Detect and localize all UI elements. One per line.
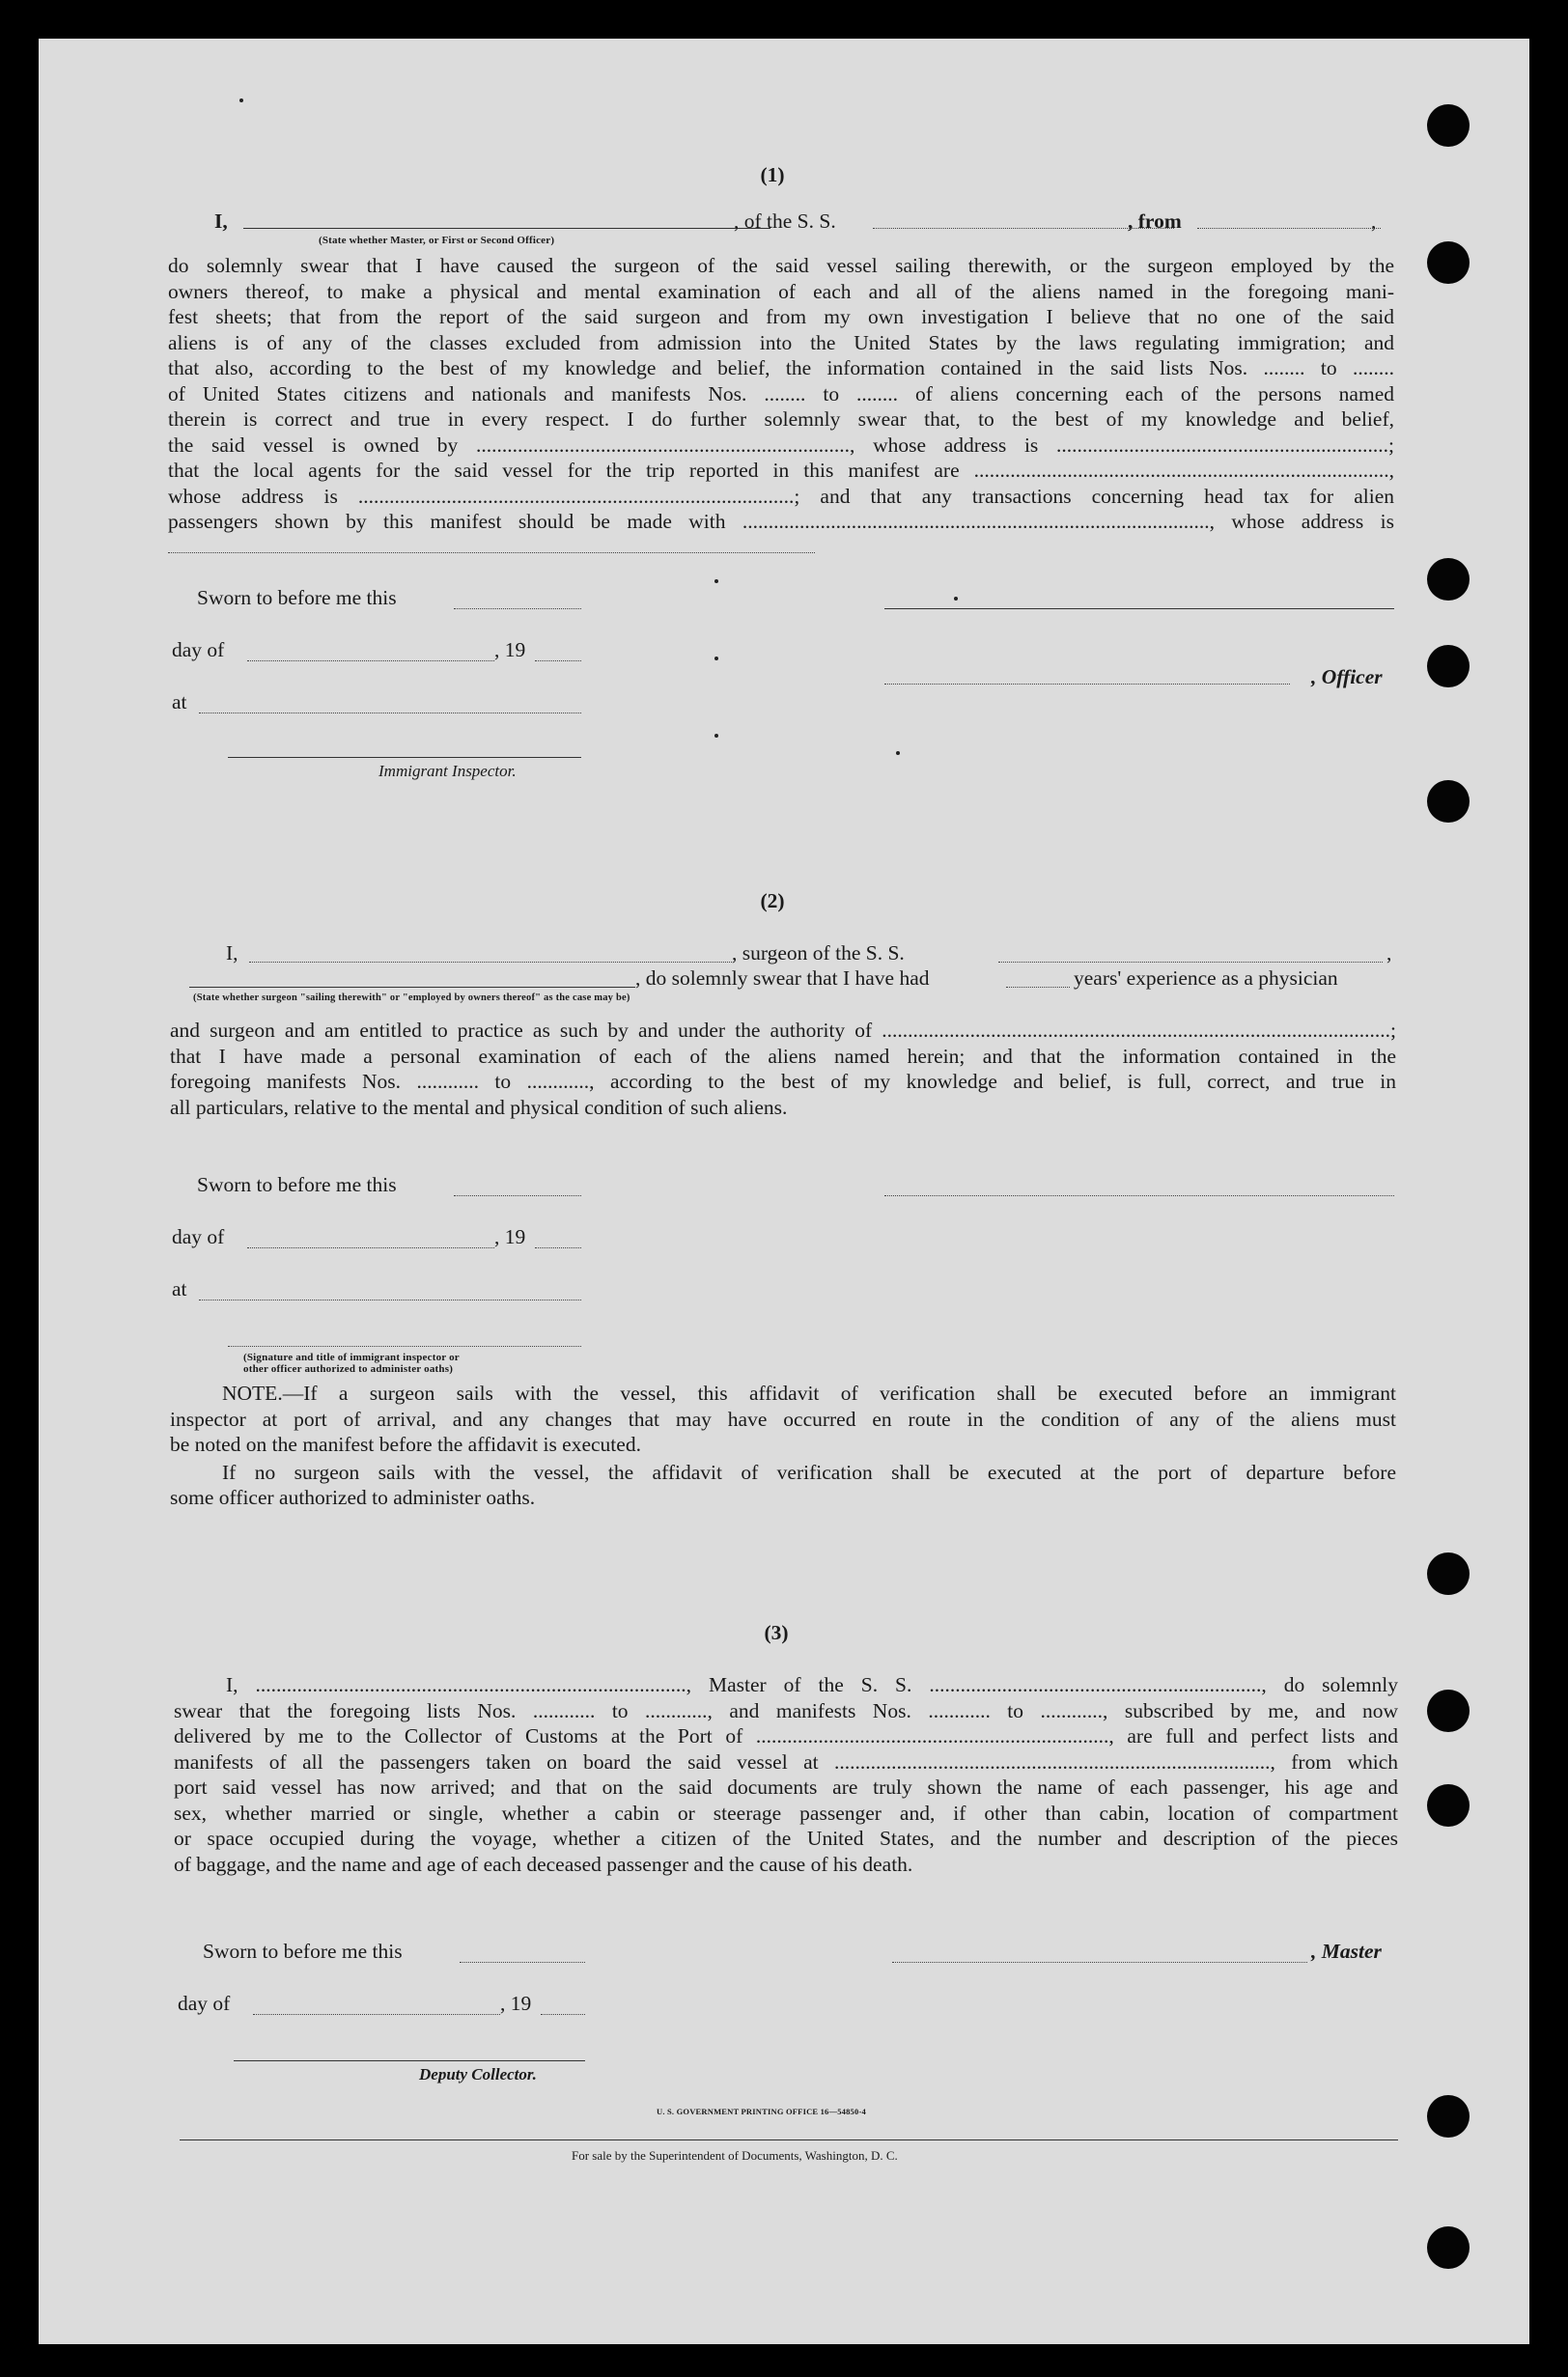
note-line: inspector at port of arrival, and any changes that may have occurred en route in the condition of any of the aliens must: [170, 1407, 1396, 1431]
inspector-signature-line[interactable]: [228, 757, 581, 758]
sworn-date-field[interactable]: [460, 1962, 585, 1963]
section1-line: of United States citizens and nationals and manifests Nos. ........ to ........ of aliens concerning each of the persons named: [168, 381, 1394, 405]
surgeon-note: (State whether surgeon "sailing therewith" or "employed by owners thereof" as the case may be): [193, 993, 630, 1003]
gpo-imprint: U. S. GOVERNMENT PRINTING OFFICE 16—54850-4: [657, 2107, 866, 2116]
year-field[interactable]: [535, 660, 581, 661]
stray-dot: [714, 734, 718, 738]
footer-rule: [180, 2139, 1398, 2140]
section2-i: I,: [226, 941, 238, 965]
surgeon-type-field[interactable]: [189, 987, 635, 988]
sworn-label: Sworn to before me this: [203, 1940, 403, 1963]
section2-number: (2): [760, 889, 785, 912]
at-label: at: [172, 1277, 187, 1300]
punch-hole: [1427, 1552, 1470, 1595]
inspector-signature-line[interactable]: [228, 1346, 581, 1347]
section1-line: therein is correct and true in every respect. I do further solemnly swear that, to the best of my knowledge and belief,: [168, 407, 1394, 431]
punch-hole: [1427, 2095, 1470, 2138]
swear-label: , do solemnly swear that I have had: [635, 966, 930, 990]
surgeon-of-label: , surgeon of the S. S.: [732, 941, 905, 965]
punch-hole: [1427, 104, 1470, 147]
officer-name-field[interactable]: [243, 228, 770, 229]
of-ss-label: , of the S. S.: [734, 210, 836, 233]
surgeon-ship-field[interactable]: [998, 962, 1383, 963]
punch-hole: [1427, 1690, 1470, 1732]
sworn-date-field[interactable]: [454, 1195, 581, 1196]
day-of-field[interactable]: [247, 660, 494, 661]
stray-dot: [896, 751, 900, 755]
officer-title-field[interactable]: [884, 684, 1290, 685]
note-last-line: be noted on the manifest before the affidavit is executed.: [170, 1433, 641, 1456]
section1-line: owners thereof, to make a physical and mental examination of each and all of the aliens named in the foregoing mani-: [168, 279, 1394, 303]
sworn-label: Sworn to before me this: [197, 1173, 397, 1196]
section3-line: port said vessel has now arrived; and that on the said documents are truly shown the name of each passenger, his age and: [174, 1776, 1398, 1799]
master-label: , Master: [1311, 1940, 1382, 1963]
section3-line: swear that the foregoing lists Nos. ............ to ............, and manifests Nos. ............ to ............, subscribed by me, and now: [174, 1698, 1398, 1722]
section2-line: foregoing manifests Nos. ............ to ............, according to the best of my knowledge and belief, is full, correct, and true in: [170, 1070, 1396, 1093]
section3-line: or space occupied during the voyage, whether a citizen of the United States, and the number and description of the pieces: [174, 1827, 1398, 1850]
section3-body: [174, 1672, 1398, 1852]
punch-hole: [1427, 558, 1470, 601]
section3-last-line: of baggage, and the name and age of each deceased passenger and the cause of his death.: [174, 1853, 913, 1876]
note-line: If no surgeon sails with the vessel, the affidavit of verification shall be executed at the port of departure before: [222, 1461, 1396, 1484]
day-of-label: day of: [178, 1992, 231, 2015]
punch-hole: [1427, 780, 1470, 823]
deputy-label: Deputy Collector.: [419, 2065, 537, 2083]
section1-line: that also, according to the best of my knowledge and belief, the information contained in the said lists Nos. ........ to ........: [168, 356, 1394, 379]
note-body: [170, 1381, 1396, 1432]
officer-signature-line[interactable]: [884, 608, 1394, 609]
section2-line: and surgeon and am entitled to practice as such by and under the authority of ..................................................................................................;: [170, 1019, 1396, 1042]
years-field[interactable]: [1006, 987, 1070, 988]
for-sale-imprint: For sale by the Superintendent of Documents, Washington, D. C.: [572, 2148, 898, 2163]
note2-last-line: some officer authorized to administer oaths.: [170, 1486, 536, 1509]
sworn-label: Sworn to before me this: [197, 586, 397, 609]
officer-note: (State whether Master, or First or Second Officer): [319, 235, 555, 246]
stray-dot: [714, 657, 718, 660]
section1-line: whose address is ....................................................................................; and that any transactions concerning head tax for alien: [168, 484, 1394, 508]
section2-last-line: all particulars, relative to the mental and physical condition of such aliens.: [170, 1096, 788, 1119]
section2-body: [170, 1018, 1396, 1095]
day-of-label: day of: [172, 1225, 225, 1248]
section1-line: fest sheets; that from the report of the said surgeon and from my own investigation I believe that no one of the said: [168, 305, 1394, 328]
year-field[interactable]: [535, 1247, 581, 1248]
day-of-label: day of: [172, 638, 225, 661]
section1-line: do solemnly swear that I have caused the surgeon of the said vessel sailing therewith, or the surgeon employed by the: [168, 254, 1394, 277]
punch-hole: [1427, 241, 1470, 284]
section1-line: that the local agents for the said vessel for the trip reported in this manifest are ................................................................................,: [168, 459, 1394, 482]
section1-i: I,: [214, 210, 228, 233]
stray-dot: [714, 579, 718, 583]
section3-line: sex, whether married or single, whether a cabin or steerage passenger and, if other than cabin, location of compartment: [174, 1801, 1398, 1825]
agent-address-field[interactable]: [168, 552, 815, 553]
section1-body: [168, 253, 1394, 535]
stray-dot: [239, 98, 243, 102]
master-signature-line[interactable]: [892, 1962, 1307, 1963]
surgeon-name-field[interactable]: [249, 962, 732, 963]
section3-line: I, ..................................................................................., Master of the S. S. ................................................................, do solemnly: [226, 1673, 1398, 1696]
year-field[interactable]: [541, 2014, 585, 2015]
years-experience-label: years' experience as a physician: [1074, 966, 1338, 990]
line-end-comma: ,: [1371, 210, 1377, 233]
section1-line: aliens is of any of the classes excluded from admission into the United States by the laws regulating immigration; and: [168, 330, 1394, 354]
line-end-comma: ,: [1386, 941, 1392, 965]
section3-line: delivered by me to the Collector of Customs at the Port of ...................................................................., are full and perfect lists and: [174, 1724, 1398, 1748]
signature-note: (Signature and title of immigrant inspector or: [243, 1352, 460, 1363]
year-label: , 19: [500, 1992, 532, 2015]
note-line: NOTE.—If a surgeon sails with the vessel, this affidavit of verification shall be executed before an immigrant: [222, 1382, 1396, 1405]
section3-line: manifests of all the passengers taken on board the said vessel at ...................................................................................., from which: [174, 1749, 1398, 1774]
note2-body: [170, 1460, 1396, 1486]
section2-line: that I have made a personal examination of each of the aliens named herein; and that the information contained in the: [170, 1044, 1396, 1068]
section1-number: (1): [760, 163, 785, 186]
officer-label: , Officer: [1311, 665, 1383, 688]
section1-line: passengers shown by this manifest should be made with .........................................................................................., whose address is: [168, 510, 1394, 533]
section1-line: the said vessel is owned by ........................................................................, whose address is ................................................................;: [168, 433, 1394, 457]
year-label: , 19: [494, 638, 526, 661]
sworn-date-field[interactable]: [454, 608, 581, 609]
section3-number: (3): [764, 1621, 789, 1644]
surgeon-signature-line[interactable]: [884, 1195, 1394, 1196]
document-page: [39, 39, 1529, 2344]
from-port-field[interactable]: [1197, 228, 1381, 229]
year-label: , 19: [494, 1225, 526, 1248]
punch-hole: [1427, 2226, 1470, 2269]
punch-hole: [1427, 1784, 1470, 1827]
stray-dot: [954, 597, 958, 601]
day-of-field[interactable]: [253, 2014, 500, 2015]
collector-signature-line[interactable]: [234, 2060, 585, 2061]
at-label: at: [172, 690, 187, 713]
inspector-label: Immigrant Inspector.: [378, 762, 517, 780]
signature-note: other officer authorized to administer oaths): [243, 1363, 454, 1375]
punch-hole: [1427, 645, 1470, 687]
from-label: , from: [1128, 210, 1182, 233]
day-of-field[interactable]: [247, 1247, 494, 1248]
